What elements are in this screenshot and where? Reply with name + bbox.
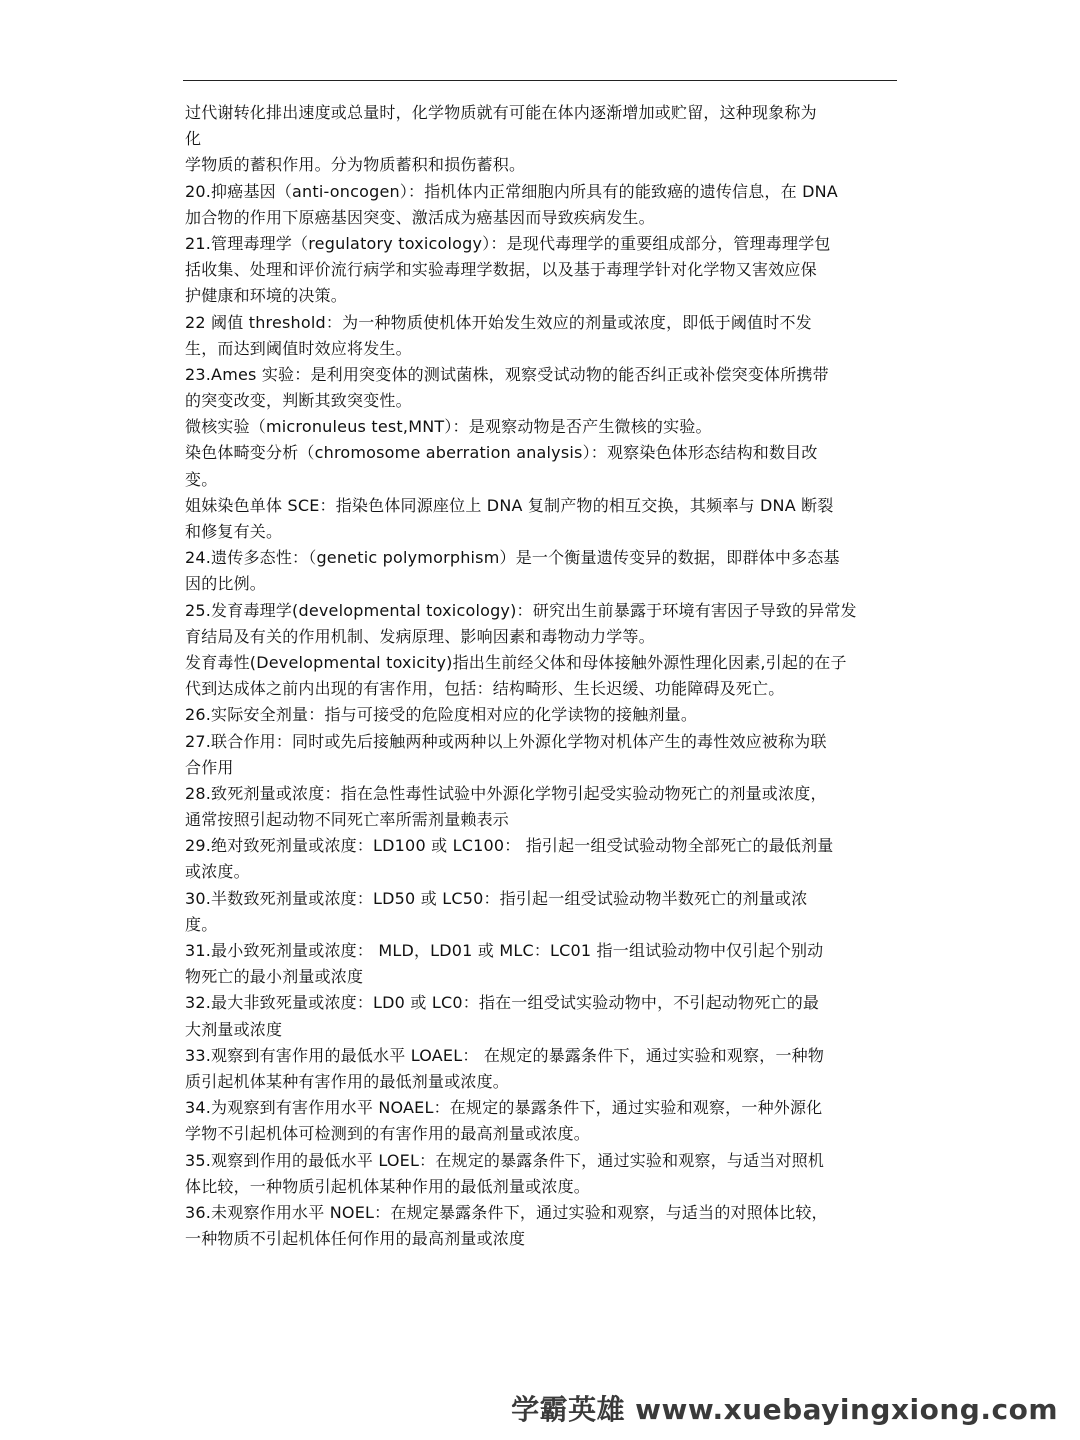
text-line: 育结局及有关的作用机制、发病原理、影响因素和毒物动力学等。	[185, 626, 655, 646]
text-line: 生，而达到阈值时效应将发生。	[185, 338, 412, 358]
text-line: 通常按照引起动物不同死亡率所需剂量赖表示	[185, 810, 510, 830]
text-line: 体比较，一种物质引起机体某种作用的最低剂量或浓度。	[185, 1176, 591, 1196]
text-line: 或浓度。	[185, 862, 250, 882]
text-line: 25.发育毒理学(developmental toxicology)：研究出生前暴露于环境有害因子导致的异常发	[185, 600, 857, 620]
text-line: 29.绝对致死剂量或浓度：LD100 或 LC100： 指引起一组受试验动物全部死亡的最低剂量	[185, 836, 834, 856]
text-line: 大剂量或浓度	[185, 1019, 283, 1039]
text-line: 合作用	[185, 757, 234, 777]
text-line: 23.Ames 实验：是利用突变体的测试菌株，观察受试动物的能否纠正或补偿突变体所携带	[185, 364, 829, 384]
text-line: 变。	[185, 469, 218, 489]
text-line: 21.管理毒理学（regulatory toxicology）：是现代毒理学的重要组成部分，管理毒理学包	[185, 233, 831, 253]
text-line: 24.遗传多态性：（genetic polymorphism）是一个衡量遗传变异的数据，即群体中多态基	[185, 548, 840, 568]
text-line: 学物不引起机体可检测到的有害作用的最高剂量或浓度。	[185, 1124, 591, 1144]
text-line: 31.最小致死剂量或浓度： MLD，LD01 或 MLC：LC01 指一组试验动物中仅引起个别动	[185, 941, 824, 960]
document-body	[185, 100, 895, 1252]
text-line: 32.最大非致死量或浓度：LD0 或 LC0：指在一组受试实验动物中，不引起动物死亡的最	[185, 993, 820, 1013]
text-line: 33.观察到有害作用的最低水平 LOAEL： 在规定的暴露条件下，通过实验和观察，一种物	[185, 1045, 825, 1065]
text-line: 和修复有关。	[185, 522, 283, 541]
watermark-brand: 学霸英雄	[511, 1393, 626, 1426]
text-line: 因的比例。	[185, 574, 267, 594]
text-line: 一种物质不引起机体任何作用的最高剂量或浓度	[185, 1229, 526, 1249]
text-line: 34.为观察到有害作用水平 NOAEL：在规定的暴露条件下，通过实验和观察，一种外源化	[185, 1098, 823, 1118]
text-line: 20.抑癌基因（anti-oncogen）：指机体内正常细胞内所具有的能致癌的遗传信息，在 DNA	[185, 181, 838, 201]
text-line: 27.联合作用：同时或先后接触两种或两种以上外源化学物对机体产生的毒性效应被称为联	[185, 731, 827, 751]
watermark-url: www.xuebayingxiong.com	[635, 1393, 1058, 1426]
text-line: 染色体畸变分析（chromosome aberration analysis）：观察染色体形态结构和数目改	[185, 443, 818, 463]
text-line: 括收集、处理和评价流行病学和实验毒理学数据，以及基于毒理学针对化学物又害效应保	[185, 260, 817, 280]
text-line: 26.实际安全剂量：指与可接受的危险度相对应的化学读物的接触剂量。	[185, 705, 698, 725]
text-line: 过代谢转化排出速度或总量时，化学物质就有可能在体内逐渐增加或贮留，这种现象称为	[185, 103, 817, 122]
text-line: 姐妹染色单体 SCE：指染色体同源座位上 DNA 复制产物的相互交换，其频率与 DNA 断裂	[185, 495, 834, 515]
text-line: 度。	[185, 914, 218, 934]
text-line: 代到达成体之前内出现的有害作用，包括：结构畸形、生长迟缓、功能障碍及死亡。	[185, 679, 785, 699]
text-line: 加合物的作用下原癌基因突变、激活成为癌基因而导致疾病发生。	[185, 207, 655, 227]
text-line: 28.致死剂量或浓度：指在急性毒性试验中外源化学物引起受实验动物死亡的剂量或浓度，	[185, 783, 827, 803]
text-line: 质引起机体某种有害作用的最低剂量或浓度。	[185, 1071, 510, 1091]
text-line: 发育毒性(Developmental toxicity)指出生前经父体和母体接触外源性理化因素,引起的在子	[185, 652, 847, 672]
text-line: 22 阈值 threshold：为一种物质使机体开始发生效应的剂量或浓度，即低于阈值时不发	[185, 312, 812, 332]
text-line: 30.半数致死剂量或浓度：LD50 或 LC50：指引起一组受试验动物半数死亡的剂量或浓	[185, 888, 808, 908]
text-line: 的突变改变，判断其致突变性。	[185, 391, 412, 411]
text-line: 护健康和环境的决策。	[185, 286, 348, 306]
header-rule	[183, 80, 897, 81]
text-line: 化	[185, 129, 202, 149]
text-line: 学物质的蓄积作用。分为物质蓄积和损伤蓄积。	[185, 155, 526, 175]
text-line: 36.未观察作用水平 NOEL：在规定暴露条件下，通过实验和观察，与适当的对照体比较，	[185, 1202, 828, 1222]
text-line: 微核实验（micronuleus test,MNT）：是观察动物是否产生微核的实验。	[185, 417, 712, 437]
text-line: 物死亡的最小剂量或浓度	[185, 967, 364, 987]
text-line: 35.观察到作用的最低水平 LOEL：在规定的暴露条件下，通过实验和观察，与适当对照机	[185, 1150, 825, 1170]
site-watermark	[511, 1388, 1058, 1428]
